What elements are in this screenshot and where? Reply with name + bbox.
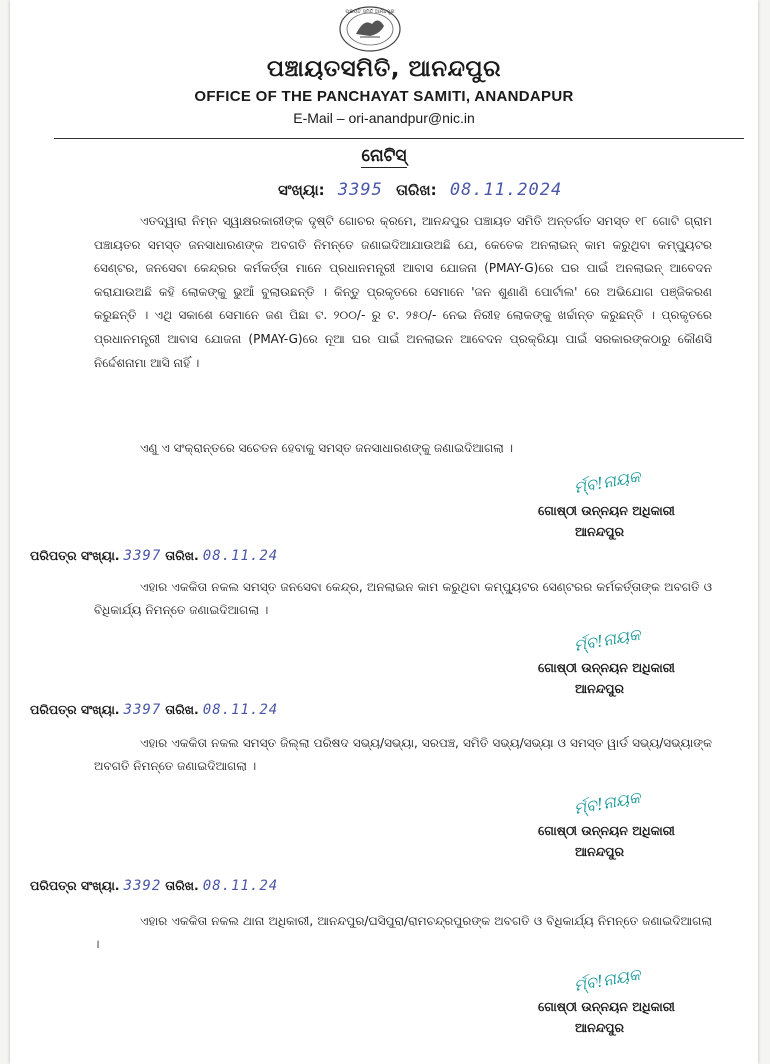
notice-paragraph-1: ଏତଦ୍ୱାରା ନିମ୍ନ ସ୍ୱାକ୍ଷରକାରୀଙ୍କ ଦୃଷ୍ଟି ଗୋଚର କ୍ରମେ, ଆନନ୍ଦପୁର ପଞ୍ଚାୟତ ସମିତି ଅନ୍ତର୍ଗତ ସମସ୍ତ ୧୮ ଗୋଟି ଗ୍ରାମ ପଞ୍ଚାୟତର ସମସ୍ତ ଜନସାଧାରଣଙ୍କ ଅବଗତି ନିମନ୍ତେ ଜଣାଇଦିଆଯାଉଅଛି ଯେ, କେତେକ ଅନଲାଇନ୍ କାମ କରୁଥିବା କମ୍ପ୍ୟୁଟର ସେଣ୍ଟର, ଜନସେବା କେନ୍ଦ୍ରର କର୍ମକର୍ତ୍ତା ମାନେ ପ୍ରଧାନମନ୍ତ୍ରୀ ଆବାସ ଯୋଜନା (PMAY-G)ରେ ଘର ପାଇଁ ଅନଲାଇନ୍ ଆବେଦନ କରାଯାଉଅଛି କହି ଲୋକଙ୍କୁ ଭୁଆଁ ବୁଲାଉଛନ୍ତି । କିନ୍ତୁ ପ୍ରକୃତରେ ସେମାନେ 'ଜନ ଶୁଣାଣି ପୋର୍ଟାଲ' ରେ ଅଭିଯୋଗ ପଞ୍ଜିକରଣ କରୁଛନ୍ତି । ଏଥି ସକାଶେ ସେମାନେ ଜଣ ପିଛା ଟ. ୨୦୦/- ରୁ ଟ. ୨୫୦/- ନେଇ ନିରୀହ ଲୋକଙ୍କୁ ଖର୍ଚ୍ଚାନ୍ତ କରୁଛନ୍ତି । ପ୍ରକୃତରେ ପ୍ରଧାନମନ୍ତ୍ରୀ ଆବାସ ଯୋଜନା (PMAY-G)ରେ ନୂଆ ଘର ପାଇଁ ଅନଲାଇନ ଆବେଦନ ପ୍ରକ୍ରିୟା ପାଇଁ ସରକାରଙ୍କଠାରୁ କୌଣସି ନିର୍ଦ୍ଦେଶନାମା ଆସି ନାହିଁ । (94, 214, 712, 370)
notice-date-label: ତାରିଖ: (396, 181, 437, 199)
handwritten-signature: ର୍ମ୍ବ!ନାୟକ (572, 624, 643, 656)
signatory-place: ଆନନ୍ଦପୁର (575, 1020, 624, 1035)
emblem-icon (334, 4, 406, 54)
circular-text: ଏହାର ଏକକିତା ନକଲ ସମସ୍ତ ଜିଲ୍ଲା ପରିଷଦ ସଭ୍ୟ/ସଭ୍ୟା, ସରପଞ୍ଚ, ସମିତି ସଭ୍ୟ/ସଭ୍ୟା ଓ ସମସ୍ତ ୱାର୍ଡ ସଭ୍ୟ/ସଭ୍ୟାଙ୍କ ଅବଗତି ନିମନ୍ତେ ଜଣାଇଦିଆଗଲା । (94, 736, 712, 773)
office-title-english: OFFICE OF THE PANCHAYAT SAMITI, ANANDAPUR (194, 88, 574, 105)
office-email: E-Mail – ori-anandpur@nic.in (293, 110, 475, 126)
circular-reference (30, 878, 282, 894)
emblem-text: ପଞ୍ଚାୟତ ସମିତି ଆନନ୍ଦପୁର (345, 9, 395, 15)
circular-label: ପରିପତ୍ର ସଂଖ୍ୟା. (30, 702, 120, 717)
signatory-place: ଆନନ୍ଦପୁର (575, 681, 624, 696)
circular-date: 08.11.24 (202, 548, 279, 564)
signatory-title: ଗୋଷ୍ଠୀ ଉନ୍ନୟନ ଅଧିକାରୀ (538, 660, 675, 675)
circular-text: ଏହାର ଏକକିତା ନକଲ ସମସ୍ତ ଜନସେବା କେନ୍ଦ୍ର, ଅନଲାଇନ କାମ କରୁଥିବା କମ୍ପ୍ୟୁଟର ସେଣ୍ଟରର କର୍ମକର୍ତ୍ତାଙ୍କ ଅବଗତି ଓ ବିଧିକାର୍ଯ୍ୟ ନିମନ୍ତେ ଜଣାଇଦିଆଗଲା । (94, 580, 712, 617)
signatory-title: ଗୋଷ୍ଠୀ ଉନ୍ନୟନ ଅଧିକାରୀ (538, 823, 675, 838)
circular-number: 3397 (123, 702, 162, 718)
notice-number-label: ସଂଖ୍ୟା: (278, 181, 325, 199)
notice-heading-text: ନୋଟିସ୍ (361, 146, 407, 166)
signatory-title: ଗୋଷ୍ଠୀ ଉନ୍ନୟନ ଅଧିକାରୀ (538, 503, 675, 518)
notice-heading (10, 146, 758, 166)
circular-reference (30, 702, 282, 718)
signatory-place: ଆନନ୍ଦପୁର (575, 524, 624, 539)
document-page (10, 0, 758, 1064)
handwritten-signature: ର୍ମ୍ବ!ନାୟକ (572, 964, 643, 996)
circular-label: ପରିପତ୍ର ସଂଖ୍ୟା. (30, 878, 120, 893)
circular-number: 3397 (123, 548, 162, 564)
circular-reference (30, 548, 282, 564)
signatory-place: ଆନନ୍ଦପୁର (575, 844, 624, 859)
circular-text: ଏହାର ଏକକିତା ନକଲ ଥାନା ଅଧିକାରୀ, ଆନନ୍ଦପୁର/ଘସିପୁରା/ରାମଚନ୍ଦ୍ରପୁରଙ୍କ ଅବଗତି ଓ ବିଧିକାର୍ଯ୍ୟ ନିମନ୍ତେ ଜଣାଇଦିଆଗଲା । (94, 914, 712, 951)
notice-date-value: 08.11.2024 (449, 180, 563, 200)
header-divider (54, 138, 744, 139)
circular-date: 08.11.24 (202, 702, 279, 718)
notice-reference (278, 180, 570, 200)
handwritten-signature: ର୍ମ୍ବ!ନାୟକ (572, 466, 643, 498)
notice-paragraph-2: ଏଣୁ ଏ ସଂକ୍ରାନ୍ତରେ ସଚେତନ ହେବାକୁ ସମସ୍ତ ଜନସାଧାରଣଙ୍କୁ ଜଣାଇଦିଆଗଲା । (140, 441, 514, 455)
signatory-title: ଗୋଷ୍ଠୀ ଉନ୍ନୟନ ଅଧିକାରୀ (538, 999, 675, 1014)
circular-date-label: ତାରିଖ. (165, 878, 199, 893)
circular-label: ପରିପତ୍ର ସଂଖ୍ୟା. (30, 548, 120, 563)
circular-date-label: ତାରିଖ. (165, 548, 199, 563)
notice-number-value: 3395 (337, 180, 383, 200)
circular-date: 08.11.24 (202, 878, 279, 894)
handwritten-signature: ର୍ମ୍ବ!ନାୟକ (572, 787, 643, 819)
circular-date-label: ତାରିଖ. (165, 702, 199, 717)
circular-number: 3392 (123, 878, 162, 894)
office-title-odia: ପଞ୍ଚାୟତସମିତି, ଆନନ୍ଦପୁର (266, 56, 502, 82)
